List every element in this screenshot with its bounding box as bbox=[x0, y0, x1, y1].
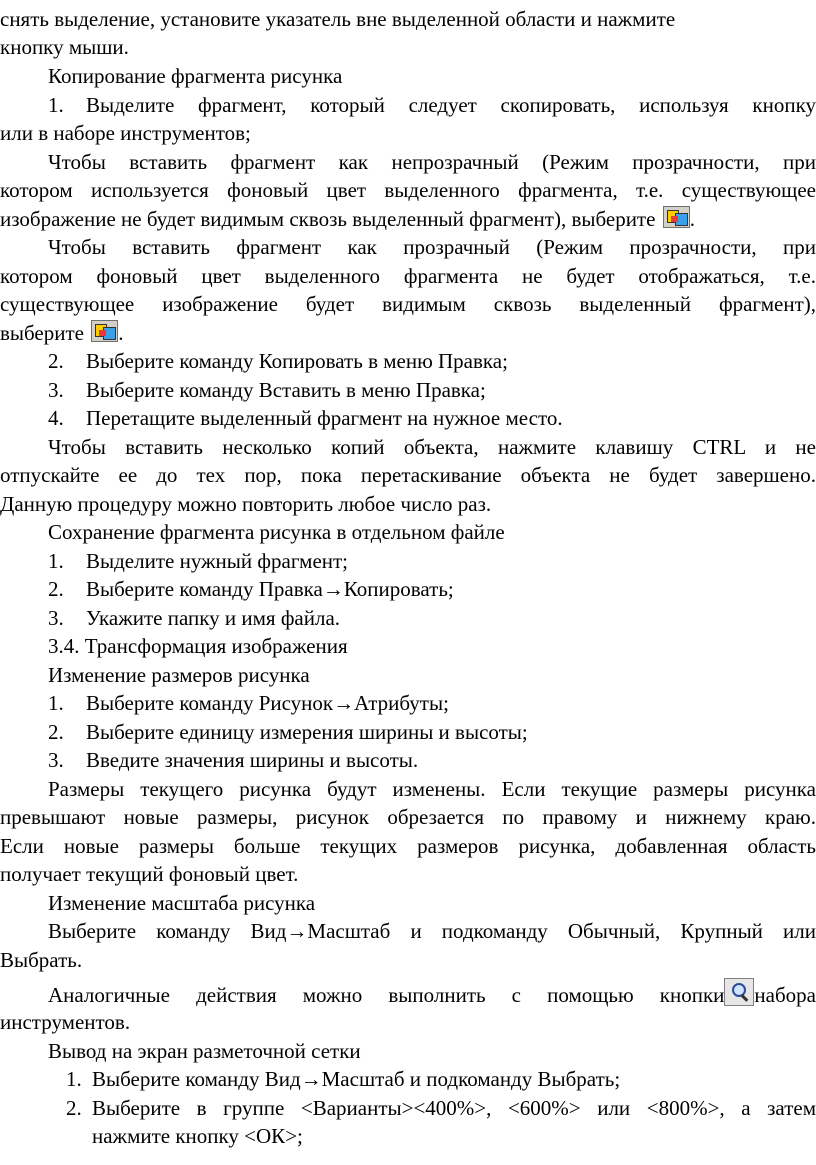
list-number: 2. bbox=[48, 720, 64, 744]
text-line: Размеры текущего рисунка будут изменены. Если текущие размеры рисунка bbox=[48, 777, 816, 801]
text-punct: . bbox=[689, 207, 695, 231]
list-number: 1. bbox=[48, 93, 64, 117]
text-line: Чтобы вставить фрагмент как непрозрачный (Режим прозрачности, при bbox=[48, 150, 816, 174]
list-item-text: Перетащите выделенный фрагмент на нужное место. bbox=[86, 406, 563, 430]
section-heading: Сохранение фрагмента рисунка в отдельном файле bbox=[48, 520, 505, 544]
list-item-text: Выберите команду Рисунок→Атрибуты; bbox=[86, 691, 449, 715]
list-number: 3. bbox=[48, 378, 64, 402]
list-number: 2. bbox=[48, 349, 64, 373]
text-line: котором используется фоновый цвет выделенного фрагмента, т.е. существующее bbox=[0, 178, 816, 202]
list-number: 3. bbox=[48, 606, 64, 630]
text-line: снять выделение, установите указатель вне выделенной области и нажмите bbox=[0, 7, 676, 31]
list-number: 4. bbox=[48, 406, 64, 430]
magnifier-icon bbox=[724, 978, 754, 1006]
list-item-text: нажмите кнопку <ОК>; bbox=[92, 1124, 303, 1148]
list-number: 1. bbox=[48, 691, 64, 715]
text-line: Если новые размеры больше текущих размеров рисунка, добавленная область bbox=[0, 834, 816, 858]
text-line: инструментов. bbox=[0, 1010, 131, 1034]
text-line: Данную процедуру можно повторить любое число раз. bbox=[0, 492, 492, 516]
list-item-text: Укажите папку и имя файла. bbox=[86, 606, 341, 630]
text-line: получает текущий фоновый цвет. bbox=[0, 862, 299, 886]
list-number: 2. bbox=[48, 577, 64, 601]
text-line: котором фоновый цвет выделенного фрагмента не будет отображаться, т.е. bbox=[0, 264, 816, 288]
text-line: превышают новые размеры, рисунок обрезается по правому и нижнему краю. bbox=[0, 805, 816, 829]
text-line: Чтобы вставить несколько копий объекта, нажмите клавишу CTRL и не bbox=[48, 435, 816, 459]
text-line: существующее изображение будет видимым сквозь выделенный фрагмент), bbox=[0, 292, 816, 316]
text-line: Чтобы вставить фрагмент как прозрачный (Режим прозрачности, при bbox=[48, 235, 816, 259]
text-line: кнопку мыши. bbox=[0, 35, 129, 59]
list-number: 1. bbox=[48, 549, 64, 573]
text-line: изображение не будет видимым сквозь выделенный фрагмент), выберите bbox=[0, 207, 656, 231]
list-number: 2. bbox=[66, 1096, 82, 1120]
section-heading: Изменение масштаба рисунка bbox=[48, 891, 316, 915]
list-item-text: Выберите команду Правка→Копировать; bbox=[86, 577, 454, 601]
section-heading: Изменение размеров рисунка bbox=[48, 663, 310, 687]
list-item-text: Выделите нужный фрагмент; bbox=[86, 549, 349, 573]
list-item-text: Выделите фрагмент, который следует скопировать, используя кнопку bbox=[86, 93, 816, 117]
text-line: или в наборе инструментов; bbox=[0, 121, 251, 145]
list-item-text: Выберите команду Вставить в меню Правка; bbox=[86, 378, 486, 402]
list-number: 1. bbox=[66, 1067, 82, 1091]
text-line: набора bbox=[754, 983, 816, 1007]
text-line: Выбрать. bbox=[0, 948, 83, 972]
section-heading: Вывод на экран разметочной сетки bbox=[48, 1039, 361, 1063]
text-line: Аналогичные действия можно выполнить с помощью кнопки bbox=[48, 983, 725, 1007]
paste-transparent-icon bbox=[91, 320, 118, 342]
list-item-text: Введите значения ширины и высоты. bbox=[86, 748, 419, 772]
text-punct: . bbox=[118, 321, 124, 345]
list-item-text: Выберите в группе <Варианты><400%>, <600%> или <800%>, а затем bbox=[92, 1096, 816, 1120]
text-line: выберите bbox=[0, 321, 84, 345]
section-heading: Копирование фрагмента рисунка bbox=[48, 64, 343, 88]
list-item-text: Выберите команду Вид→Масштаб и подкоманду Выбрать; bbox=[92, 1067, 621, 1091]
list-number: 3. bbox=[48, 748, 64, 772]
paste-opaque-icon bbox=[663, 206, 690, 228]
section-heading: 3.4. Трансформация изображения bbox=[48, 634, 348, 658]
text-line: Выберите команду Вид→Масштаб и подкоманду Обычный, Крупный или bbox=[48, 919, 816, 943]
list-item-text: Выберите единицу измерения ширины и высоты; bbox=[86, 720, 528, 744]
list-item-text: Выберите команду Копировать в меню Правка; bbox=[86, 349, 508, 373]
text-line: отпускайте ее до тех пор, пока перетаскивание объекта не будет завершено. bbox=[0, 463, 816, 487]
